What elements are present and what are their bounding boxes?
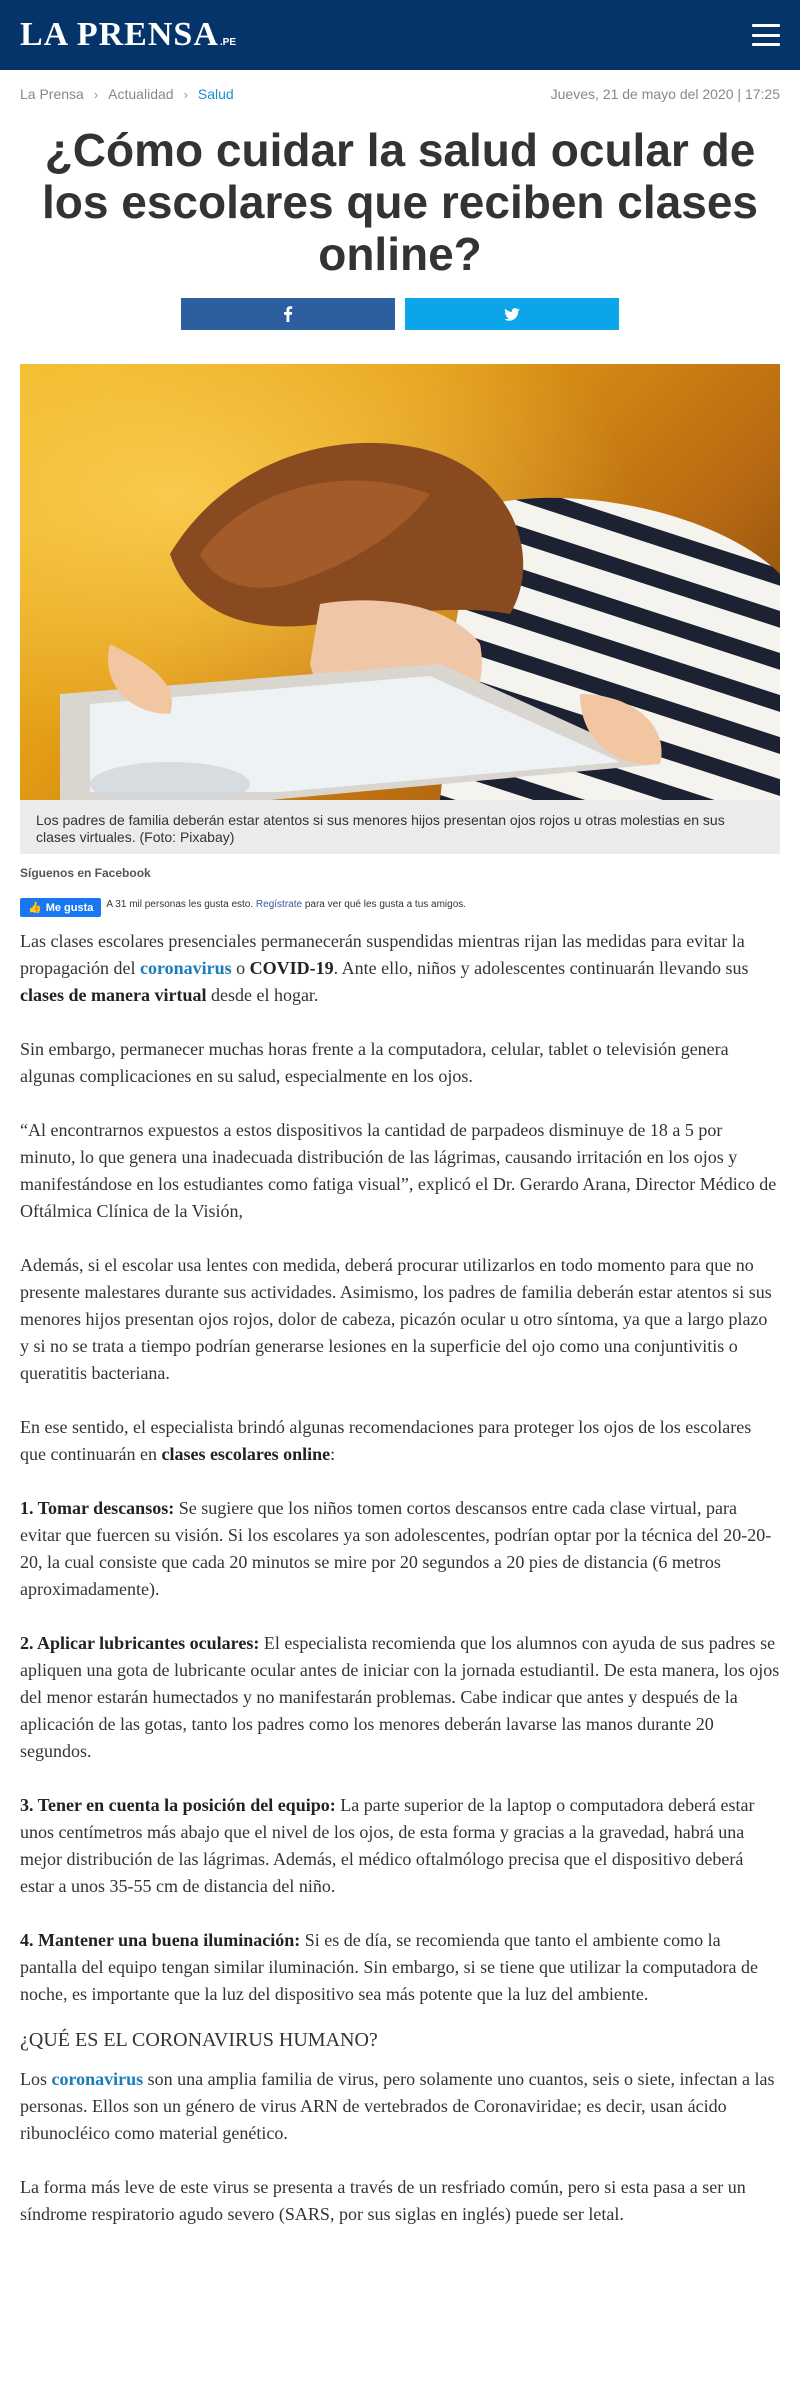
facebook-like-row bbox=[20, 898, 780, 918]
tip-heading: 3. Tener en cuenta la posición del equipo: bbox=[20, 1795, 336, 1815]
coronavirus-link[interactable]: coronavirus bbox=[139, 958, 232, 978]
chevron-right-icon: › bbox=[93, 86, 99, 102]
bold-text: COVID-19 bbox=[249, 958, 334, 978]
share-facebook-button[interactable] bbox=[181, 298, 395, 330]
facebook-register-link[interactable]: Regístrate bbox=[255, 899, 303, 910]
main-figure bbox=[20, 364, 780, 854]
facebook-like-button[interactable] bbox=[20, 898, 101, 917]
facebook-icon bbox=[283, 306, 293, 322]
logo-text: LA PRENSA bbox=[20, 16, 219, 53]
tip-text: Si es de día, se recomienda que tanto el ambiente como la pantalla del equipo tengan similar iluminación. Sin embargo, si se tiene que utilizar la computadora de noche, es importante que la luz del dispositivo sea más potente que la luz del ambiente. bbox=[20, 1930, 758, 2004]
thumbs-up-icon: 👍 bbox=[28, 902, 42, 914]
bold-text: clases escolares online bbox=[161, 1444, 331, 1464]
tip-paragraph bbox=[20, 1792, 780, 1900]
site-logo[interactable] bbox=[20, 16, 236, 54]
tip-text: El especialista recomienda que los alumnos con ayuda de sus padres se apliquen una gota de lubricante ocular antes de iniciar con la jornada estudiantil. De esta manera, los ojos del menor estarán humectados y no manifestarán problemas. Cabe indicar que antes y después de la aplicación de las gotas, tanto los padres como los menores deberán lavarse las manos durante 20 segundos. bbox=[20, 1633, 780, 1761]
tip-text: Se sugiere que los niños tomen cortos descansos entre cada clase virtual, para evitar que fuercen su visión. Si los escolares ya son adolescentes, podrían optar por la técnica del 20-20-20, la cual consiste que cada 20 minutos se mire por 20 segundos a 20 pies de distancia (6 metros aproximadamente). bbox=[20, 1498, 772, 1599]
share-bar bbox=[0, 298, 800, 330]
tip-heading: 2. Aplicar lubricantes oculares: bbox=[20, 1633, 260, 1653]
publish-date: Jueves, 21 de mayo del 2020 | 17:25 bbox=[550, 86, 780, 102]
text-run: son una amplia familia de virus, pero solamente uno cuantos, seis o siete, infectan a las personas. Ellos son un género de virus ARN de vertebrados de Coronaviridae; es decir, usan ácido ribunocléico como material genético. bbox=[20, 2069, 775, 2143]
facebook-widget bbox=[0, 854, 800, 918]
logo-suffix: .PE bbox=[219, 37, 236, 48]
text-run: Las clases escolares presenciales permanecerán suspendidas mientras rijan las medidas para evitar la propagación del bbox=[20, 931, 745, 978]
article-paragraph: Sin embargo, permanecer muchas horas frente a la computadora, celular, tablet o televisión genera algunas complicaciones en su salud, especialmente en los ojos. bbox=[20, 1039, 729, 1086]
text-run: : bbox=[330, 1444, 336, 1464]
article-paragraph: “Al encontrarnos expuestos a estos dispositivos la cantidad de parpadeos disminuye de 18 a 5 por minuto, lo que genera una inadecuada distribución de las lágrimas, causando irritación en los ojos y manifestándose en los estudiantes como fatiga visual”, explicó el Dr. Gerardo Arana, Director Médico de Oftálmica Clínica de la Visión, bbox=[20, 1120, 777, 1221]
tip-paragraph bbox=[20, 1495, 780, 1603]
tip-text: La parte superior de la laptop o computadora deberá estar unos centímetros más abajo que el nivel de los ojos, de esta forma y gracias a la gravedad, habrá una mejor distribución de las lágrimas. Además, el médico oftalmólogo precisa que el dispositivo deberá estar a unos 35-55 cm de distancia del niño. bbox=[20, 1795, 755, 1896]
breadcrumb-item-salud[interactable]: Salud bbox=[197, 86, 234, 102]
facebook-heading: Síguenos en Facebook bbox=[20, 866, 151, 880]
photo-caption: Los padres de familia deberán estar atentos si sus menores hijos presentan ojos rojos u otras molestias en sus clases virtuales. (Foto: Pixabay) bbox=[20, 800, 780, 854]
text-run: . Ante ello, niños y adolescentes continuarán llevando sus bbox=[333, 958, 749, 978]
breadcrumb-item-actualidad[interactable]: Actualidad bbox=[108, 86, 174, 102]
share-twitter-button[interactable] bbox=[405, 298, 619, 330]
article-paragraph bbox=[20, 928, 780, 1009]
twitter-icon bbox=[504, 308, 520, 321]
article-body bbox=[0, 918, 800, 2228]
text-run: o bbox=[231, 958, 250, 978]
coronavirus-link[interactable]: coronavirus bbox=[51, 2069, 144, 2089]
text-run: desde el hogar. bbox=[206, 985, 319, 1005]
breadcrumb bbox=[20, 86, 234, 102]
tip-heading: 4. Mantener una buena iluminación: bbox=[20, 1930, 301, 1950]
site-header bbox=[0, 0, 800, 70]
tip-paragraph bbox=[20, 1630, 780, 1765]
text-run: En ese sentido, el especialista brindó algunas recomendaciones para proteger los ojos de los escolares que continuarán en bbox=[20, 1417, 752, 1464]
hamburger-icon[interactable] bbox=[752, 24, 780, 46]
tip-heading: 1. Tomar descansos: bbox=[20, 1498, 175, 1518]
breadcrumb-row bbox=[0, 70, 800, 106]
article-paragraph bbox=[20, 1414, 780, 1468]
facebook-like-tail: para ver qué les gusta a tus amigos. bbox=[304, 899, 467, 910]
article-paragraph: La forma más leve de este virus se presenta a través de un resfriado común, pero si esta pasa a ser un síndrome respiratorio agudo severo (SARS, por sus siglas en inglés) puede ser letal. bbox=[20, 2177, 746, 2224]
article-photo bbox=[20, 364, 780, 800]
text-run: Los bbox=[20, 2069, 52, 2089]
facebook-like-label: Me gusta bbox=[45, 901, 94, 914]
facebook-like-count: A 31 mil personas les gusta esto. bbox=[106, 899, 254, 910]
tip-paragraph bbox=[20, 1927, 780, 2008]
article-paragraph: Además, si el escolar usa lentes con medida, deberá procurar utilizarlos en todo momento para que no presente malestares durante sus actividades. Asimismo, los padres de familia deberán estar atentos si sus menores hijos presentan ojos rojos, dolor de cabeza, picazón ocular u otro síntoma, ya que a largo plazo y si no se trata a tiempo podrían generarse lesiones en la superficie del ojo como una conjuntivitis o queratitis bacteriana. bbox=[20, 1255, 772, 1383]
article-paragraph bbox=[20, 2066, 780, 2147]
page-title: ¿Cómo cuidar la salud ocular de los escolares que reciben clases online? bbox=[42, 124, 758, 280]
section-heading: ¿QUÉ ES EL CORONAVIRUS HUMANO? bbox=[20, 2029, 378, 2051]
facebook-like-text bbox=[106, 898, 466, 911]
bold-text: clases de manera virtual bbox=[20, 985, 207, 1005]
breadcrumb-item-home[interactable]: La Prensa bbox=[20, 86, 84, 102]
photo-illustration bbox=[20, 364, 780, 800]
chevron-right-icon: › bbox=[183, 86, 188, 102]
